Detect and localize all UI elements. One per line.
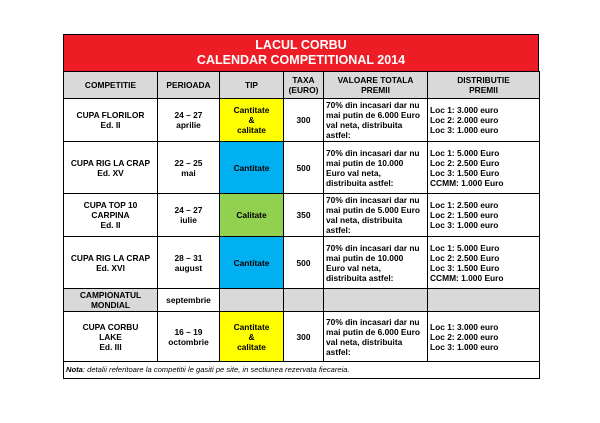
competition-period-line: 16 – 19 (174, 326, 203, 337)
prize-distribution-line: Loc 1: 2.500 euro (430, 200, 499, 210)
competition-fee (284, 312, 324, 362)
competition-name-line: Ed. XV (97, 167, 124, 178)
prize-distribution-line: Loc 2: 2.500 Euro (430, 157, 500, 168)
prize-distribution (428, 99, 540, 142)
competition-name-line: CUPA CORBU (82, 321, 139, 332)
competition-name (64, 99, 158, 142)
competition-period (158, 99, 220, 142)
prize-distribution-line: CCMM: 1.000 Euro (430, 272, 504, 283)
prize-distribution-line: Loc 1: 5.000 Euro (430, 242, 500, 253)
competition-type (220, 312, 284, 362)
competition-name-line: CUPA FLORILOR (76, 110, 145, 120)
competition-name-line: CUPA RIG LA CRAP (70, 157, 151, 168)
competition-name (64, 194, 158, 237)
competition-period-line: septembrie (166, 295, 211, 305)
prize-distribution (428, 312, 540, 362)
col-header-perioada: PERIOADA (158, 72, 220, 99)
competition-name-line: Ed. III (99, 341, 122, 352)
prize-total-line: distribuita astfel: (326, 177, 394, 188)
prize-total (324, 194, 428, 237)
competition-type-line: Cantitate (233, 321, 270, 332)
competition-name-line: LAKE (99, 331, 122, 342)
taxa-header-line2: (EURO) (288, 85, 319, 95)
note-text: : detalii referitoare la competitii le gasiti pe site, in sectiunea rezervata fiecareia. (82, 365, 350, 374)
competition-fee (284, 194, 324, 237)
prize-total-line: 70% din incasari dar nu (326, 100, 420, 110)
prize-distribution (428, 142, 540, 194)
prize-total-line: mai putin de 6.000 Euro (326, 326, 421, 337)
prize-distribution-line: Loc 3: 1.500 Euro (430, 262, 500, 273)
competition-fee (284, 142, 324, 194)
table-row (64, 289, 540, 312)
prize-total-line: mai putin de 6.000 Euro (326, 110, 421, 120)
lake-title: LACUL CORBU (255, 38, 347, 52)
prize-total (324, 99, 428, 142)
prize-total-line: val neta, distribuita (326, 336, 403, 347)
competition-fee (284, 99, 324, 142)
col-header-competitie: COMPETITIE (64, 72, 158, 99)
competition-type (220, 194, 284, 237)
prize-total-line: astfel: (326, 130, 351, 140)
prize-distribution-line: Loc 2: 1.500 euro (430, 210, 499, 220)
calendar-rows (64, 99, 540, 362)
competition-fee-line: 500 (296, 162, 311, 173)
competition-name-line: Ed. II (100, 220, 121, 230)
competition-type-line: calitate (237, 341, 266, 352)
competition-type (220, 99, 284, 142)
prize-total-line: Euro val neta, (326, 167, 381, 178)
competition-type-line: calitate (237, 125, 266, 135)
prize-distribution-line: CCMM: 1.000 Euro (430, 177, 504, 188)
competition-type (220, 289, 284, 312)
competition-name (64, 312, 158, 362)
prize-total-line: astfel: (326, 346, 351, 357)
competition-period (158, 312, 220, 362)
prize-total (324, 237, 428, 289)
note-cell (64, 362, 540, 379)
competition-name (64, 289, 158, 312)
prize-total (324, 142, 428, 194)
col-header-valoare (324, 72, 428, 99)
prize-distribution-line: Loc 3: 1.500 Euro (430, 167, 500, 178)
prize-total-line: distribuita astfel: (326, 272, 394, 283)
competition-period-line: 22 – 25 (174, 157, 203, 168)
prize-distribution-line: Loc 3: 1.000 euro (430, 341, 499, 352)
prize-total-line: 70% din incasari dar nu (326, 242, 420, 253)
competition-fee-line: 350 (296, 210, 311, 220)
prize-distribution (428, 237, 540, 289)
competition-period-line: mai (181, 167, 196, 178)
competition-name-line: CAMPIONATUL (79, 290, 142, 300)
prize-total-line: 70% din incasari dar nu (326, 195, 420, 205)
competition-type-line: & (248, 115, 255, 125)
valoare-header-line1: VALOARE TOTALA (337, 75, 414, 85)
prize-total-line: mai putin de 10.000 (326, 252, 404, 263)
competition-type-line: Cantitate (233, 162, 270, 173)
prize-total (324, 289, 428, 312)
competition-type-line: Calitate (236, 210, 267, 220)
note-row (64, 362, 540, 379)
table-row (64, 142, 540, 194)
competition-name-line: CARPINA (91, 210, 130, 220)
prize-total-line: 70% din incasari dar nu (326, 147, 420, 158)
competition-name (64, 237, 158, 289)
table-row (64, 99, 540, 142)
header-row (64, 72, 540, 99)
prize-total-line: astfel: (326, 225, 351, 235)
competition-type (220, 142, 284, 194)
competition-fee-line: 300 (296, 331, 311, 342)
prize-total-line: val neta, distribuita (326, 120, 403, 130)
competition-period-line: 28 – 31 (174, 252, 203, 263)
note-label: Nota (66, 365, 83, 374)
calendar-table (63, 71, 540, 379)
competition-period (158, 194, 220, 237)
prize-distribution (428, 194, 540, 237)
competition-period-line: 24 – 27 (174, 110, 203, 120)
prize-distribution (428, 289, 540, 312)
competition-name-line: Ed. II (100, 120, 121, 130)
competition-fee (284, 289, 324, 312)
prize-total-line: Euro val neta, (326, 262, 381, 273)
col-header-tip: TIP (220, 72, 284, 99)
competition-type (220, 237, 284, 289)
prize-distribution-line: Loc 1: 3.000 euro (430, 105, 499, 115)
competition-period-line: 24 – 27 (174, 205, 203, 215)
prize-total (324, 312, 428, 362)
calendar-title: CALENDAR COMPETITIONAL 2014 (196, 53, 406, 67)
competition-name-line: CUPA TOP 10 (83, 200, 138, 210)
competition-type-line: Cantitate (233, 257, 270, 268)
prize-total-line: val neta, distribuita (326, 215, 403, 225)
competition-period (158, 289, 220, 312)
competition-type-line: Cantitate (233, 105, 270, 115)
competition-name-line: CUPA RIG LA CRAP (70, 252, 151, 263)
distributie-header-line2: PREMII (469, 85, 498, 95)
prize-distribution-line: Loc 1: 5.000 Euro (430, 147, 500, 158)
competition-name-line: MONDIAL (90, 300, 131, 310)
competition-fee-line: 500 (296, 257, 311, 268)
table-row (64, 312, 540, 362)
prize-distribution-line: Loc 2: 2.500 Euro (430, 252, 500, 263)
prize-distribution-line: Loc 1: 3.000 euro (430, 321, 499, 332)
prize-distribution-line: Loc 3: 1.000 euro (430, 220, 499, 230)
competition-name-line: Ed. XVI (96, 262, 125, 273)
col-header-taxa (284, 72, 324, 99)
calendar-banner (63, 34, 539, 71)
competition-fee (284, 237, 324, 289)
competition-fee-line: 300 (296, 115, 311, 125)
competition-period-line: iulie (180, 215, 197, 225)
competition-calendar (63, 34, 539, 379)
prize-total-line: 70% din incasari dar nu (326, 316, 420, 327)
col-header-distributie (428, 72, 540, 99)
competition-period (158, 237, 220, 289)
prize-distribution-line: Loc 2: 2.000 euro (430, 331, 499, 342)
taxa-header-line1: TAXA (292, 75, 315, 85)
competition-name (64, 142, 158, 194)
table-row (64, 194, 540, 237)
prize-total-line: mai putin de 10.000 (326, 157, 404, 168)
competition-period-line: aprilie (176, 120, 201, 130)
prize-distribution-line: Loc 2: 2.000 euro (430, 115, 499, 125)
valoare-header-line2: PREMII (361, 85, 390, 95)
prize-total-line: mai putin de 5.000 Euro (326, 205, 421, 215)
competition-type-line: & (248, 331, 255, 342)
prize-distribution-line: Loc 3: 1.000 euro (430, 125, 499, 135)
competition-period (158, 142, 220, 194)
competition-period-line: octombrie (168, 336, 209, 347)
competition-period-line: august (174, 262, 203, 273)
distributie-header-line1: DISTRIBUTIE (457, 75, 510, 85)
table-row (64, 237, 540, 289)
